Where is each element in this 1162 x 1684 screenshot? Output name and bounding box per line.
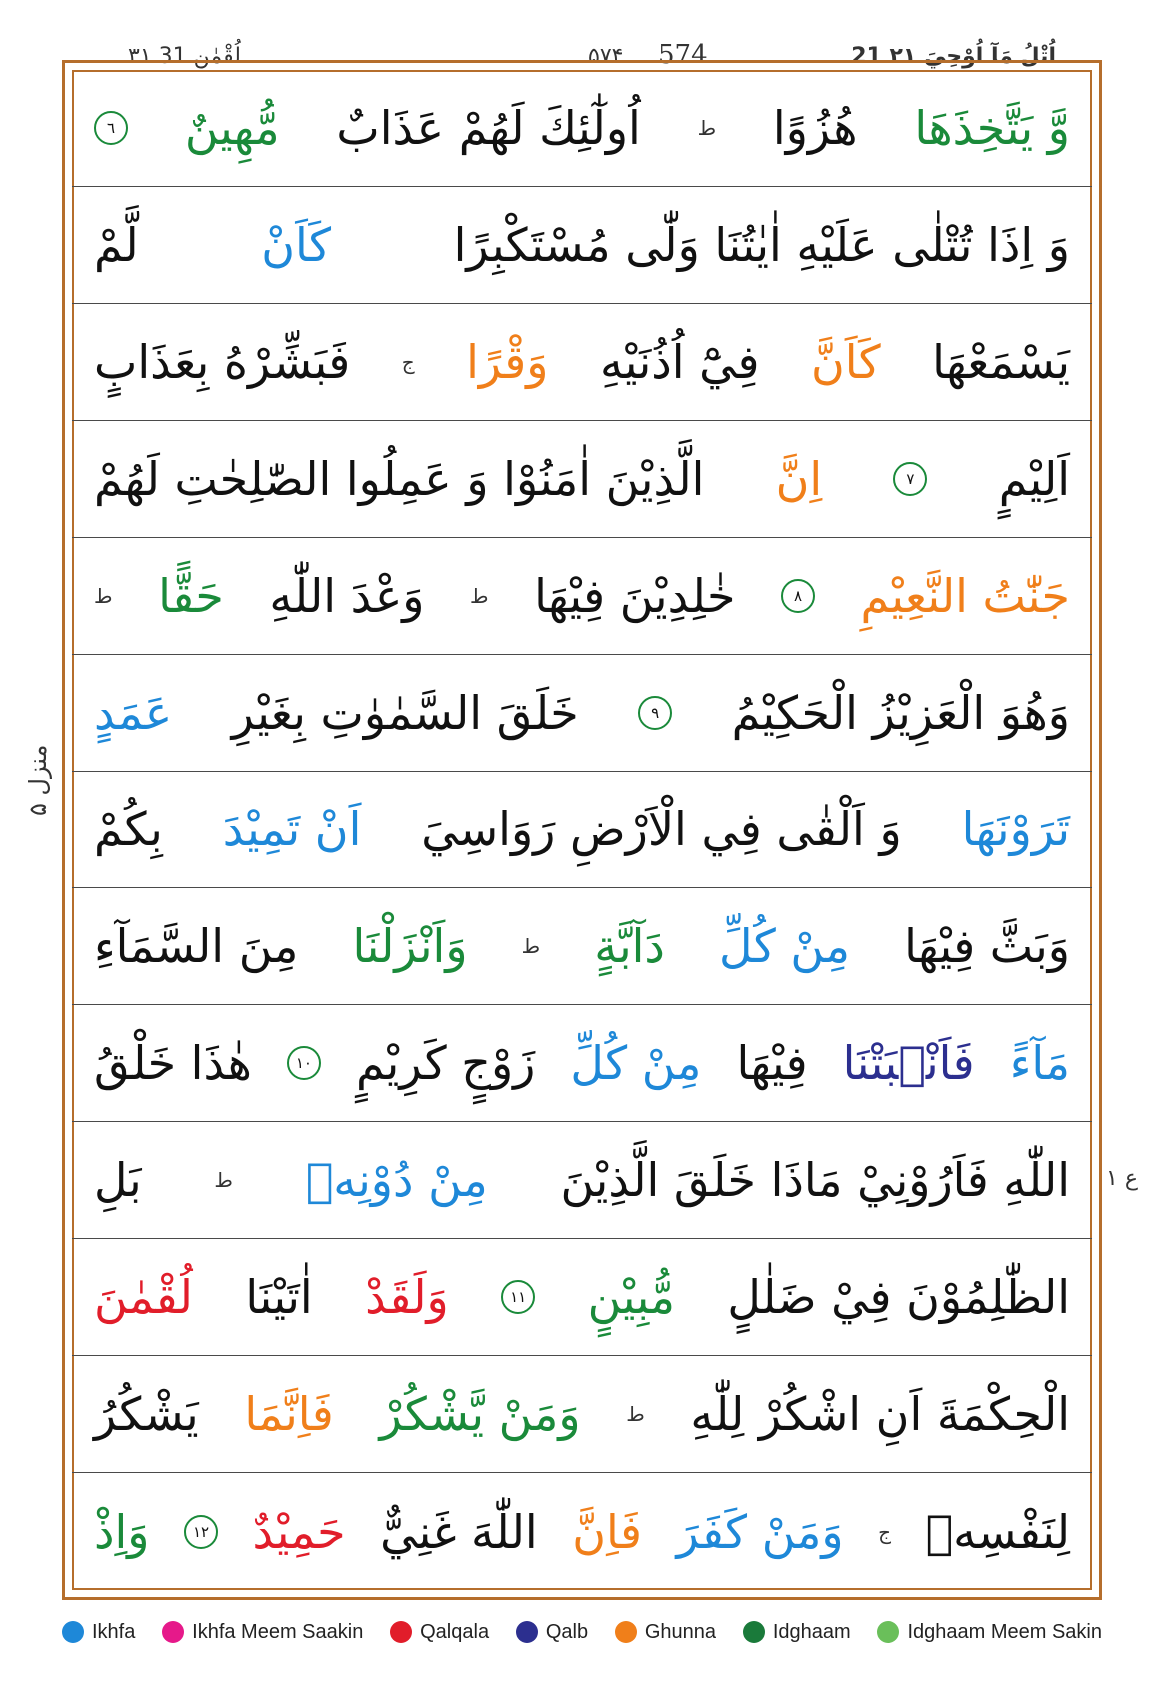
text-segment: وَلَقَدْ <box>365 1270 449 1325</box>
ayah-number-marker: ٩ <box>638 696 672 730</box>
text-segment: وَ اِذَا تُتْلٰى عَلَيْهِ اٰيٰتُنَا وَلّٰى مُسْتَكْبِرًا <box>453 217 1070 272</box>
text-segment: كَاَنْ <box>261 217 331 272</box>
text-line <box>72 1356 1092 1473</box>
legend-color-dot <box>162 1621 184 1643</box>
legend-item <box>516 1621 588 1644</box>
waqf-mark: ط <box>697 115 717 140</box>
text-segment: اَنْ تَمِيْدَ <box>222 802 362 857</box>
text-segment: الَّذِيْنَ اٰمَنُوْا وَ عَمِلُوا الصّٰلِحٰتِ لَهُمْ <box>94 451 705 506</box>
text-segment: فِيْٓ اُذُنَيْهِ <box>599 334 760 389</box>
text-segment: وَ اَلْقٰى فِي الْاَرْضِ رَوَاسِيَ <box>421 802 902 857</box>
text-segment: جَنّٰتُ النَّعِيْمِ <box>860 568 1070 623</box>
manzil-marker: منزل ۵ <box>24 744 52 816</box>
waqf-mark: ج <box>401 349 415 374</box>
text-segment: دَآبَّةٍ <box>594 919 665 974</box>
text-segment: بَلِ <box>94 1153 142 1208</box>
legend-color-dot <box>516 1621 538 1643</box>
text-segment: مُّبِيْنٍ <box>587 1270 675 1325</box>
ayah-number-marker: ١٠ <box>287 1046 321 1080</box>
waqf-mark: ط <box>94 583 113 608</box>
text-line <box>72 1239 1092 1356</box>
ayah-number-marker: ٧ <box>893 462 927 496</box>
legend-color-dot <box>615 1621 637 1643</box>
text-line <box>72 1005 1092 1122</box>
text-segment: هٰذَا خَلْقُ <box>94 1036 252 1091</box>
text-segment: الظّٰلِمُوْنَ فِيْ ضَلٰلٍ <box>727 1270 1070 1325</box>
text-segment: زَوْجٍ كَرِيْمٍ <box>355 1036 536 1091</box>
text-line <box>72 1473 1092 1590</box>
text-segment: مِنْ كُلِّ <box>719 919 851 974</box>
text-segment: هُزُوًا <box>772 100 858 155</box>
legend-color-dot <box>390 1621 412 1643</box>
text-segment: حَمِيْدٌ <box>252 1504 346 1559</box>
legend-label: Qalqala <box>420 1620 490 1643</box>
text-segment: وَمَنْ كَفَرَ <box>676 1504 844 1559</box>
text-segment: مُّهِينٌ <box>184 100 280 155</box>
text-segment: تَرَوْنَهَا <box>961 802 1070 857</box>
legend-label: Ikhfa <box>92 1620 136 1643</box>
text-segment: مِنْ دُوْنِهٖ <box>305 1153 488 1208</box>
legend-label: Ghunna <box>644 1620 717 1643</box>
text-line <box>72 187 1092 304</box>
text-segment: وَاَنْزَلْنَا <box>352 919 468 974</box>
text-segment: اِنَّ <box>775 451 823 506</box>
text-segment: اللّٰهِ فَاَرُوْنِيْ مَاذَا خَلَقَ الَّذِيْنَ <box>560 1153 1070 1208</box>
text-segment: وَعْدَ اللّٰهِ <box>269 568 425 623</box>
text-segment: وَقْرًا <box>466 334 549 389</box>
text-segment: مِنْ كُلِّ <box>570 1036 702 1091</box>
legend-item <box>62 1621 135 1644</box>
text-segment: لَّمْ <box>94 217 139 272</box>
legend-item <box>162 1621 363 1644</box>
text-segment: اٰتَيْنَا <box>245 1270 313 1325</box>
legend-item <box>877 1621 1102 1644</box>
surah-label: ۳۱ لُقْمٰن 31 <box>122 44 247 69</box>
text-line <box>72 538 1092 655</box>
legend-color-dot <box>743 1621 765 1643</box>
legend-label: Idghaam Meem Sakin <box>907 1620 1102 1643</box>
text-segment: وَمَنْ يَّشْكُرْ <box>379 1387 581 1442</box>
tajweed-legend <box>62 1614 1102 1650</box>
legend-label: Ikhfa Meem Saakin <box>192 1620 364 1643</box>
ayah-number-marker: ٨ <box>781 579 815 613</box>
legend-color-dot <box>877 1621 899 1643</box>
text-segment: لِنَفْسِهٖ <box>925 1504 1070 1559</box>
text-line <box>72 655 1092 772</box>
legend-item <box>743 1621 851 1644</box>
text-line <box>72 70 1092 187</box>
text-segment: الْحِكْمَةَ اَنِ اشْكُرْ لِلّٰهِ <box>690 1387 1070 1442</box>
text-line <box>72 304 1092 421</box>
text-segment: وَهُوَ الْعَزِيْزُ الْحَكِيْمُ <box>731 685 1070 740</box>
waqf-mark: ط <box>521 934 541 959</box>
legend-label: Qalb <box>545 1620 589 1643</box>
text-segment: فَاِنَّمَا <box>244 1387 334 1442</box>
text-segment: كَاَنَّ <box>810 334 881 389</box>
text-segment: مِنَ السَّمَآءِ <box>94 919 299 974</box>
text-segment: اُولٰٓئِكَ لَهُمْ عَذَابٌ <box>336 100 641 155</box>
text-segment: بِكُمْ <box>94 802 163 857</box>
juz-label: 21 اُتْلُ مَآ اُوْحِيَ ۲۱ <box>845 44 1062 69</box>
text-segment: خَلَقَ السَّمٰوٰتِ بِغَيْرِ <box>231 685 579 740</box>
legend-label: Idghaam <box>772 1620 851 1643</box>
waqf-mark: ط <box>626 1402 645 1427</box>
text-segment: فَاَنْۢبَتْنَا <box>842 1036 975 1091</box>
waqf-mark: ط <box>214 1168 233 1193</box>
quran-text-block <box>72 70 1092 1590</box>
waqf-mark: ط <box>470 583 489 608</box>
ayah-number-marker: ١٢ <box>184 1515 218 1549</box>
text-line <box>72 421 1092 538</box>
ayah-number-marker: ١١ <box>501 1280 535 1314</box>
text-segment: عَمَدٍ <box>94 685 173 740</box>
text-segment: فِيْهَا <box>736 1036 808 1091</box>
legend-item <box>615 1621 716 1644</box>
text-line <box>72 888 1092 1005</box>
page-number-urdu: ۵۷۴ <box>582 44 629 69</box>
text-segment: اَلِيْمٍ <box>998 451 1070 506</box>
text-segment: يَسْمَعْهَا <box>932 334 1070 389</box>
text-segment: اللّٰهَ غَنِيٌّ <box>380 1504 538 1559</box>
text-segment: وَّ يَتَّخِذَهَا <box>914 100 1070 155</box>
legend-item <box>390 1621 489 1644</box>
text-segment: خٰلِدِيْنَ فِيْهَا <box>534 568 736 623</box>
waqf-mark: ج <box>878 1519 892 1544</box>
ayah-number-marker: ٦ <box>94 111 128 145</box>
text-segment: يَشْكُرُ <box>94 1387 199 1442</box>
ruku-marker: ع ۱ <box>1106 1166 1138 1191</box>
text-segment: وَاِذْ <box>94 1504 150 1559</box>
text-segment: فَاِنَّ <box>572 1504 643 1559</box>
text-segment: لُقْمٰنَ <box>94 1270 193 1325</box>
text-segment: مَآءً <box>1009 1036 1070 1091</box>
text-line <box>72 772 1092 889</box>
text-segment: حَقًّا <box>158 568 224 623</box>
text-segment: فَبَشِّرْهُ بِعَذَابٍ <box>94 334 351 389</box>
text-segment: وَبَثَّ فِيْهَا <box>904 919 1070 974</box>
legend-color-dot <box>62 1621 84 1643</box>
text-line <box>72 1122 1092 1239</box>
page-number: 574 <box>652 40 714 70</box>
